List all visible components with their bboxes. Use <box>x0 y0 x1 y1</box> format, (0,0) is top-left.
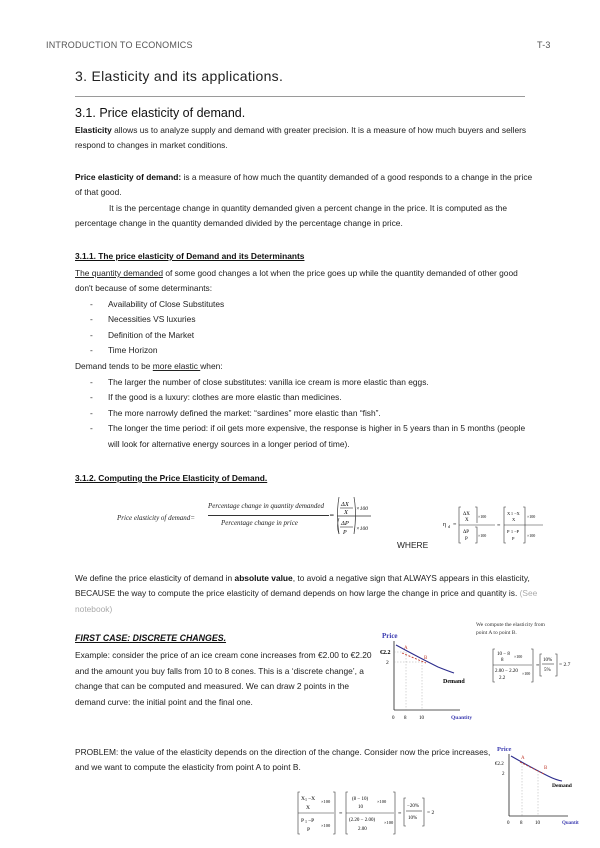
calc2-r2: 10% <box>408 816 418 821</box>
svg-text:−P: −P <box>308 818 315 824</box>
where-formula <box>443 505 553 545</box>
conditions-list <box>75 375 535 452</box>
g2-demand-curve <box>511 756 562 781</box>
svg-text:×100: ×100 <box>321 799 331 804</box>
svg-text:X: X <box>306 805 310 811</box>
g1-q2: 10 <box>419 716 424 721</box>
svg-text:=: = <box>339 811 343 817</box>
svg-text:1: 1 <box>511 511 513 516</box>
svg-text:−P: −P <box>514 529 520 534</box>
more-elastic-term: more elastic <box>152 361 201 371</box>
course-header: INTRODUCTION TO ECONOMICS <box>46 40 193 50</box>
computation-note <box>476 621 545 637</box>
elastic-condition-item: - The more narrowly defined the market: “sardines” more elastic than “fish”. <box>75 406 535 421</box>
svg-text:ΔP: ΔP <box>341 520 349 527</box>
g2-demand-label: Demand <box>552 783 572 789</box>
section-title: 3.1. Price elasticity of demand. <box>75 106 246 120</box>
g1-q0: 0 <box>392 716 395 721</box>
svg-text:=: = <box>453 522 457 528</box>
abs-post: , to avoid a negative sign that ALWAYS appears in this elasticity, BECAUSE the way to compute the price elasticity of demand depends on how large the change in price and quantity is. <box>75 573 530 599</box>
g1-price-a: €2.2 <box>380 650 391 656</box>
g1-demand-label: Demand <box>443 679 465 685</box>
elastic-condition-item: - The larger the number of close substitutes: vanilla ice cream is more elastic than eggs. <box>75 375 535 390</box>
svg-text:X: X <box>507 511 511 516</box>
g1-price-b: 2 <box>386 660 389 666</box>
svg-text:1: 1 <box>305 797 307 802</box>
svg-text:(2.20 − 2.00): (2.20 − 2.00) <box>349 818 376 823</box>
svg-text:X: X <box>465 518 469 523</box>
g1-point-a: A <box>404 646 408 651</box>
svg-text:×100: ×100 <box>514 654 523 659</box>
g1-q1: 8 <box>404 716 407 721</box>
quantity-demanded-term: The quantity demanded <box>75 268 163 278</box>
more-elastic-intro <box>75 359 535 374</box>
svg-text:10 − 8: 10 − 8 <box>497 652 510 657</box>
svg-text:×100: ×100 <box>478 533 487 538</box>
svg-text:×100: ×100 <box>384 820 394 825</box>
svg-text:=: = <box>497 523 501 529</box>
svg-text:d: d <box>448 524 450 529</box>
svg-text:P: P <box>512 536 515 541</box>
svg-text:=: = <box>536 663 540 669</box>
elasticity-term: Elasticity <box>75 125 112 135</box>
ped-paragraph: It is the percentage change in quantity demanded given a percent change in the price. It is computed as the percentage change in the quantity demanded divided by the percentage change in price. <box>75 203 508 229</box>
abs-pre: We define the price elasticity of demand in <box>75 573 235 583</box>
elasticity-text: allows us to analyze supply and demand with greater precision. It is a measure of how much buyers and sellers respond to changes in market conditions. <box>75 125 527 151</box>
elasticity-formula <box>117 500 377 536</box>
svg-text:=: = <box>398 811 402 817</box>
svg-text:P: P <box>507 529 510 534</box>
g1-price-axis-label: Price <box>382 632 398 640</box>
svg-text:×100: ×100 <box>478 514 487 519</box>
g2-quantity-label: Quantit <box>562 821 579 826</box>
formula-delta-expression <box>327 494 377 538</box>
determinant-item: - Availability of Close Substitutes <box>75 297 535 312</box>
tends-pre: Demand tends to be <box>75 361 153 371</box>
calc1-r1: 10% <box>543 658 553 663</box>
svg-text:−X: −X <box>514 511 520 516</box>
ped-term: Price elasticity of demand: <box>75 172 182 182</box>
svg-text:P: P <box>301 818 305 824</box>
svg-text:ΔP: ΔP <box>463 530 469 535</box>
svg-text:8: 8 <box>501 658 504 663</box>
determinant-item: - Time Horizon <box>75 343 535 358</box>
svg-text:ΔX: ΔX <box>463 512 470 517</box>
first-case-example: Example: consider the price of an ice cream cone increases from €2.00 to €2.20 and the amount you buy falls from 10 to 8 cones. This is a ‘discrete change’, a change that can be computed and measured. We can draw 2 points in the demand curve: the initial point and the final one. <box>75 650 372 708</box>
svg-text:η: η <box>443 522 447 528</box>
first-case-heading: FIRST CASE: DISCRETE CHANGES. <box>75 633 227 643</box>
svg-text:ΔX: ΔX <box>341 501 349 508</box>
svg-text:×100: ×100 <box>321 823 331 828</box>
absolute-value-paragraph <box>75 571 540 617</box>
g2-q1: 8 <box>520 821 523 826</box>
g2-price-b: 2 <box>502 772 505 777</box>
elastic-condition-item: - The longer the time period: if oil gets more expensive, the response is higher in 5 years than in 5 months (people will look for alternative energy sources in a longer period of time). <box>75 421 535 452</box>
elasticity-definition <box>75 123 535 154</box>
svg-text:X: X <box>344 509 348 516</box>
g1-point-b: B <box>424 656 428 661</box>
svg-text:2.2: 2.2 <box>499 676 506 681</box>
g2-price-axis-label: Price <box>497 746 512 753</box>
demand-graph-1 <box>378 625 498 725</box>
g2-point-a: A <box>521 756 525 761</box>
ped-definition <box>75 170 535 201</box>
g2-price-a: €2.2 <box>495 762 504 767</box>
svg-text:X: X <box>512 517 516 522</box>
elastic-condition-item: - If the good is a luxury: clothes are more elastic than medicines. <box>75 390 535 405</box>
calc2-r1: −20% <box>407 804 419 809</box>
g2-q0: 0 <box>507 821 510 826</box>
svg-text:2.00 − 2.20: 2.00 − 2.20 <box>495 669 518 674</box>
g2-point-b: B <box>544 766 548 771</box>
svg-text:1: 1 <box>511 529 513 534</box>
calc1-r2: 5% <box>544 668 551 673</box>
subsection-311-heading: 3.1.1. The price elasticity of Demand and its Determinants <box>75 251 305 261</box>
tends-post: when: <box>200 361 223 371</box>
determinants-list <box>75 297 535 359</box>
svg-text:(8 − 10): (8 − 10) <box>352 797 369 802</box>
chapter-title: 3. Elasticity and its applications. <box>75 68 284 84</box>
note-line-1: We compute the elasticity from <box>476 622 545 628</box>
absolute-value-term: absolute value <box>234 573 293 583</box>
svg-text:×100: ×100 <box>356 526 368 532</box>
note-line-2: point A to point B. <box>476 630 517 636</box>
formula-numerator: Percentage change in quantity demanded <box>208 502 324 510</box>
where-label: WHERE <box>397 540 429 550</box>
formula-denominator: Percentage change in price <box>221 519 298 527</box>
svg-text:P: P <box>307 827 311 833</box>
svg-text:−X: −X <box>308 796 316 802</box>
determinant-item: - Necessities VS luxuries <box>75 312 535 327</box>
determinants-intro <box>75 266 535 297</box>
determinants-intro-text: of some good changes a lot when the price goes up while the quantity demanded of other good don't because of some determinants: <box>75 268 518 294</box>
svg-text:10: 10 <box>358 805 363 810</box>
g1-quantity-label: Quantity <box>451 715 473 721</box>
problem-paragraph: PROBLEM: the value of the elasticity depends on the direction of the change. Consider now the price increases, and we want to compute the elasticity from point A to point B. <box>75 747 491 773</box>
svg-text:=: = <box>329 511 335 520</box>
page-number: T-3 <box>537 40 551 50</box>
svg-text:2.00: 2.00 <box>358 827 367 832</box>
calc-2 <box>296 790 446 840</box>
calc2-result: = 2 <box>427 810 435 816</box>
calc-1 <box>490 646 580 686</box>
subsection-312-heading: 3.1.2. Computing the Price Elasticity of Demand. <box>75 473 268 483</box>
svg-text:P: P <box>343 530 347 536</box>
svg-text:X: X <box>301 796 305 802</box>
svg-text:×100: ×100 <box>527 533 536 538</box>
calc1-result: = 2.7 <box>559 662 571 668</box>
see-notebook-note: (See notebook) <box>75 588 538 614</box>
svg-text:×100: ×100 <box>522 671 531 676</box>
ped-text: is a measure of how much the quantity demanded of a good responds to a change in the price of that good. <box>75 172 533 198</box>
title-divider <box>75 96 525 97</box>
determinant-item: - Definition of the Market <box>75 328 535 343</box>
svg-text:×100: ×100 <box>377 799 387 804</box>
formula-fraction-bar <box>208 515 329 516</box>
g2-q2: 10 <box>535 821 540 826</box>
svg-text:P: P <box>465 537 468 542</box>
svg-text:×100: ×100 <box>527 514 536 519</box>
svg-text:1: 1 <box>305 819 307 824</box>
demand-graph-2 <box>492 740 592 826</box>
svg-text:×100: ×100 <box>356 506 368 512</box>
formula-lhs: Price elasticity of demand= <box>117 514 196 522</box>
